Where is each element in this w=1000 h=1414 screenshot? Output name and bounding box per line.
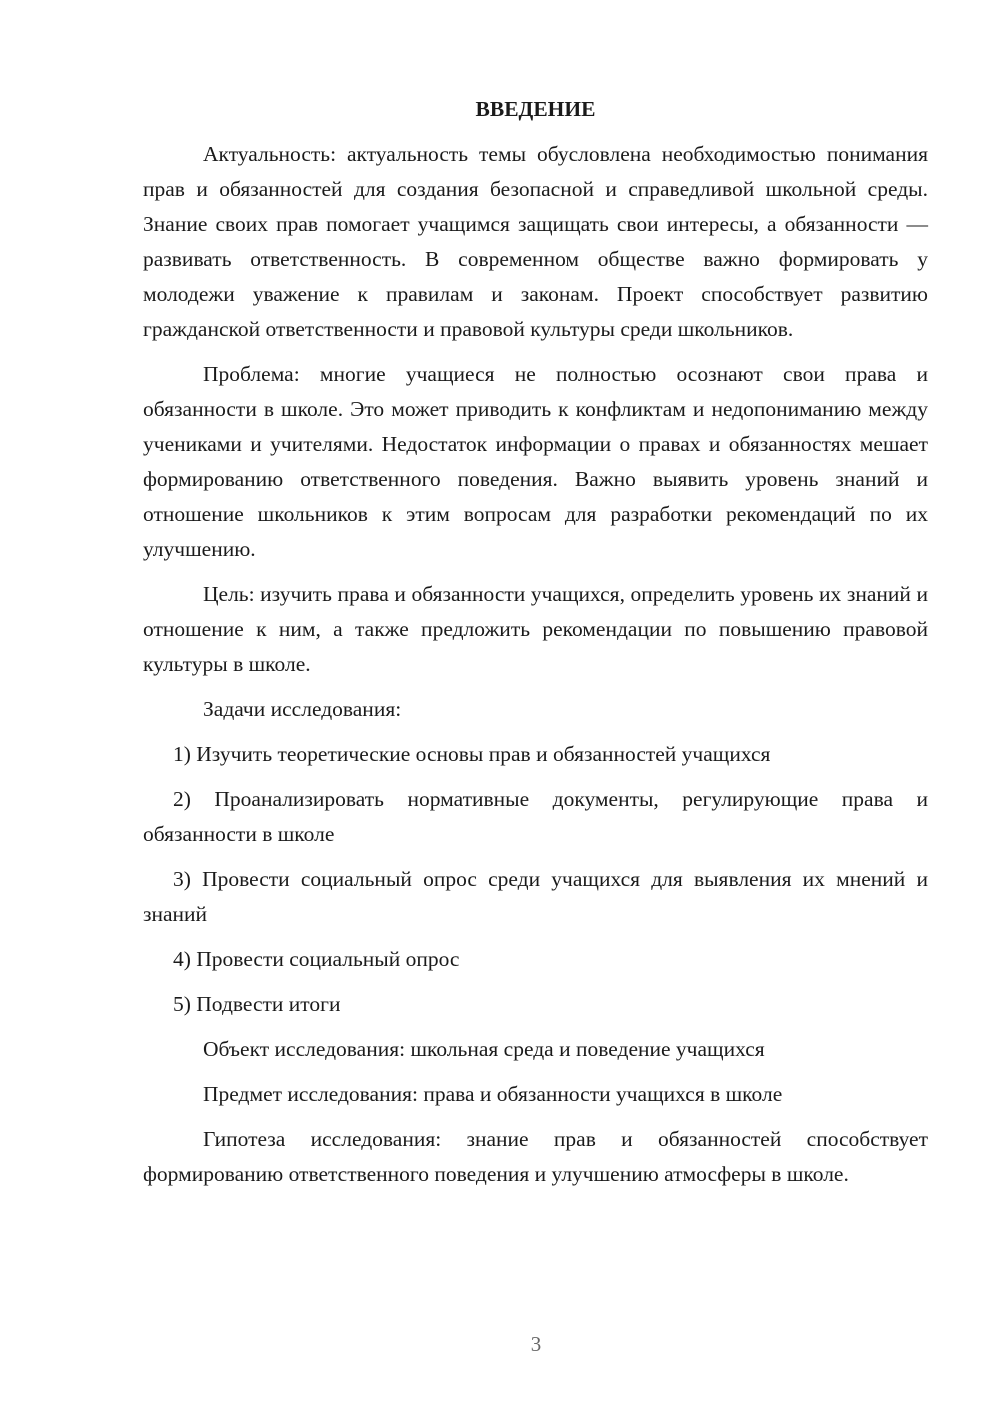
- problem-paragraph: Проблема: многие учащиеся не полностью осознают свои права и обязанности в школе. Это может приводить к конфликтам и недопониманию между учениками и учителями. Недостаток информации о правах и обязанностях мешает формированию ответственного поведения. Важно выявить уровень знаний и отношение школьников к этим вопросам для разработки рекомендаций по их улучшению.: [143, 362, 928, 561]
- page-title: ВВЕДЕНИЕ: [475, 97, 596, 121]
- subject-paragraph: Предмет исследования: права и обязанности учащихся в школе: [203, 1082, 783, 1106]
- tasks-heading: Задачи исследования:: [203, 697, 402, 721]
- goal-paragraph: Цель: изучить права и обязанности учащихся, определить уровень их знаний и отношение к ним, а также предложить рекомендации по повышению правовой культуры в школе.: [143, 582, 928, 676]
- page-number: 3: [530, 1332, 542, 1356]
- list-item: 4) Провести социальный опрос: [173, 947, 460, 971]
- hypothesis-paragraph: Гипотеза исследования: знание прав и обязанностей способствует формированию ответственного поведения и улучшению атмосферы в школе.: [143, 1127, 928, 1186]
- object-paragraph: Объект исследования: школьная среда и поведение учащихся: [203, 1037, 765, 1061]
- list-item: 1) Изучить теоретические основы прав и обязанностей учащихся: [173, 742, 771, 766]
- list-item: 2) Проанализировать нормативные документы, регулирующие права и обязанности в школе: [143, 787, 928, 846]
- list-item: 3) Провести социальный опрос среди учащихся для выявления их мнений и знаний: [143, 867, 928, 926]
- list-item: 5) Подвести итоги: [173, 992, 341, 1016]
- relevance-paragraph: Актуальность: актуальность темы обусловлена необходимостью понимания прав и обязанностей для создания безопасной и справедливой школьной среды. Знание своих прав помогает учащимся защищать свои интересы, а обязанности — развивать ответственность. В современном обществе важно формировать у молодежи уважение к правилам и законам. Проект способствует развитию гражданской ответственности и правовой культуры среди школьников.: [143, 142, 928, 341]
- document-page: [143, 92, 928, 1202]
- tasks-list: [143, 737, 928, 1022]
